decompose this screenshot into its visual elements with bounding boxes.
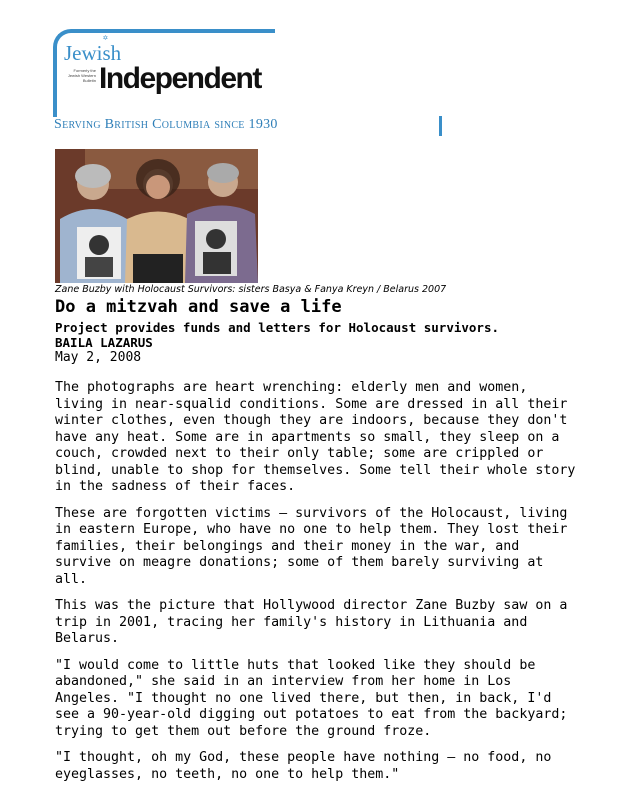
- logo-jewish: Jewish: [64, 41, 122, 65]
- paragraph: This was the picture that Hollywood director Zane Buzby saw on a trip in 2001, tracing her family's history in Lithuania and Belarus.: [55, 598, 568, 646]
- tagline: Serving British Columbia since 1930: [54, 117, 278, 132]
- paragraph: "I would come to little huts that looked like they should be abandoned," she said in an interview from her home in Los Angeles. "I thought no one lived there, but then, in back, I'd see a 90-year-old digging out potatoes to eat from the backyard; trying to get them out before the ground froze.: [55, 657, 568, 739]
- headline: Do a mitzvah and save a life: [55, 297, 342, 317]
- publish-date: May 2, 2008: [55, 350, 142, 365]
- subheadline: Project provides funds and letters for Holocaust survivors.: [55, 320, 500, 335]
- article-body: [55, 380, 580, 793]
- paragraph: The photographs are heart wrenching: elderly men and women, living in near-squalid conditions. Some are dressed in all their winter clothes, even though they are indoors, because they don't have any heat. Some are in apartments so small, they sleep on a couch, crowded next to their only table; some are crippled or blind, unable to shop for themselves. Some tell their whole story in the sadness of their faces.: [55, 380, 576, 494]
- paragraph: "I thought, oh my God, these people have nothing – no food, no eyeglasses, no teeth, no one to help them.": [55, 750, 552, 782]
- article-photo: [55, 149, 258, 283]
- author-byline: BAILA LAZARUS: [55, 335, 153, 350]
- logo-formerly: Formerly the Jewish Western Bulletin: [67, 68, 96, 83]
- photo-caption: Zane Buzby with Holocaust Survivors: sisters Basya & Fanya Kreyn / Belarus 2007: [55, 284, 447, 295]
- paragraph: These are forgotten victims – survivors of the Holocaust, living in eastern Europe, who have no one to help them. They lost their families, their belongings and their money in the war, and survive on meagre donations; some of them barely surviving at all.: [55, 505, 568, 587]
- star-of-david-icon: ✡: [103, 33, 108, 42]
- accent-bar: [439, 116, 442, 136]
- logo-independent: Independent: [99, 62, 261, 95]
